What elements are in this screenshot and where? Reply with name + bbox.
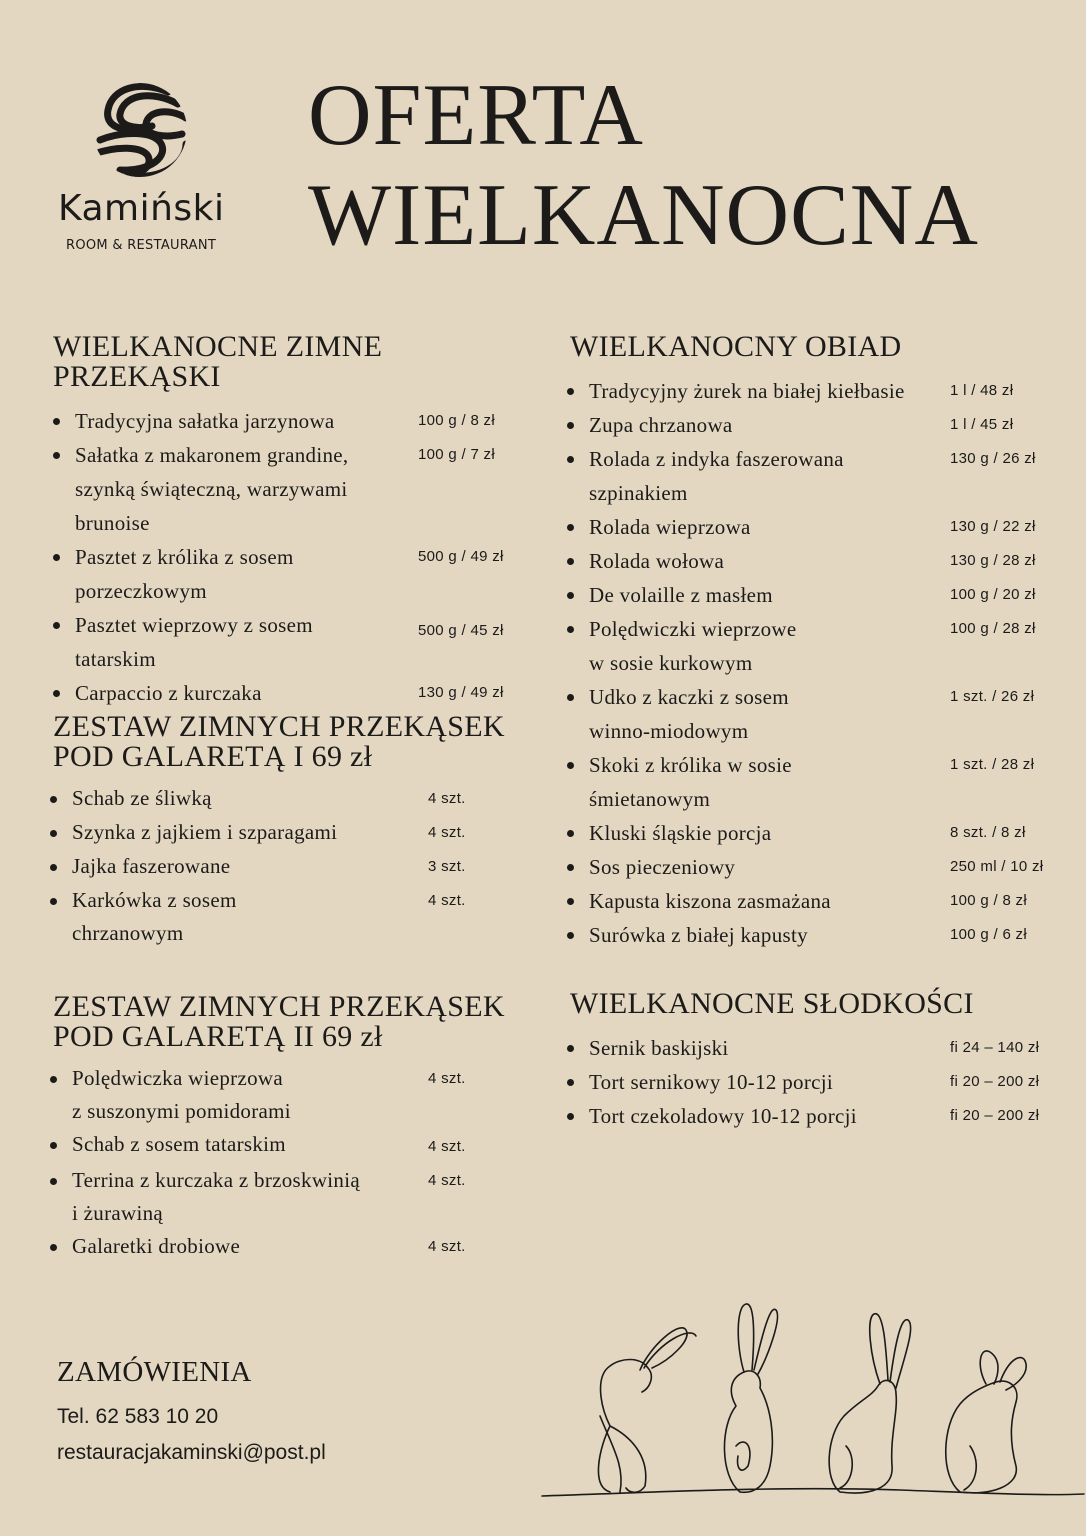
menu-item <box>72 1230 523 1264</box>
item-name: Pasztet wieprzowy z sosem tatarskim <box>75 613 313 671</box>
item-price: 4 szt. <box>428 790 466 807</box>
item-price: 3 szt. <box>428 858 466 875</box>
item-name: Sałatka z makaronem grandine, szynką świąteczną, warzywami brunoise <box>75 443 349 535</box>
brand-subtitle: ROOM & RESTAURANT <box>66 238 217 253</box>
brand-name: Kamiński <box>58 188 225 229</box>
item-name: Tort sernikowy 10-12 porcji <box>589 1070 834 1094</box>
menu-item <box>75 438 523 540</box>
menu-item <box>589 1099 1060 1133</box>
menu-item <box>589 612 1060 680</box>
menu-item <box>589 578 1060 612</box>
section-set-two <box>53 992 523 1264</box>
item-price: 4 szt. <box>428 1070 466 1087</box>
item-price: 100 g / 6 zł <box>950 926 1027 943</box>
section-sweets <box>570 989 1060 1133</box>
item-name: Galaretki drobiowe <box>72 1234 241 1258</box>
item-name: Polędwiczka wieprzowa z suszonymi pomidorami <box>72 1066 291 1123</box>
swirl-logo-icon <box>90 80 190 180</box>
menu-item <box>589 442 1060 510</box>
item-price: 4 szt. <box>428 1138 466 1155</box>
item-price: 4 szt. <box>428 1172 466 1189</box>
menu-list <box>75 404 523 710</box>
item-price: 250 ml / 10 zł <box>950 858 1044 875</box>
item-name: Rolada z indyka faszerowana szpinakiem <box>589 447 844 505</box>
menu-item <box>589 748 1060 816</box>
menu-item <box>72 1062 523 1128</box>
item-name: Skoki z królika w sosie śmietanowym <box>589 753 792 811</box>
menu-item <box>589 374 1060 408</box>
menu-item <box>75 404 523 438</box>
item-price: 500 g / 49 zł <box>418 548 504 565</box>
item-price: 130 g / 22 zł <box>950 518 1036 535</box>
item-name: Sernik baskijski <box>589 1036 729 1060</box>
menu-item <box>589 918 1060 952</box>
menu-item <box>72 816 523 850</box>
item-name: Udko z kaczki z sosem winno-miodowym <box>589 685 789 743</box>
menu-list <box>589 1031 1060 1133</box>
item-name: Kapusta kiszona zasmażana <box>589 889 831 913</box>
item-price: 4 szt. <box>428 892 466 909</box>
item-name: Rolada wołowa <box>589 549 725 573</box>
item-price: 4 szt. <box>428 824 466 841</box>
email-address[interactable]: restauracjakaminski@post.pl <box>57 1441 326 1464</box>
item-name: Pasztet z królika z sosem porzeczkowym <box>75 545 294 603</box>
item-name: Zupa chrzanowa <box>589 413 733 437</box>
item-price: fi 20 – 200 zł <box>950 1073 1040 1090</box>
menu-item <box>72 884 523 950</box>
section-heading: WIELKANOCNE ZIMNE PRZEKĄSKI <box>53 330 383 393</box>
item-name: Tort czekoladowy 10-12 porcji <box>589 1104 857 1128</box>
item-price: 100 g / 7 zł <box>418 446 495 463</box>
section-heading: WIELKANOCNY OBIAD <box>570 330 902 363</box>
section-cold-appetizers <box>53 332 523 710</box>
page-title: OFERTA WIELKANOCNA <box>308 67 979 264</box>
item-price: fi 20 – 200 zł <box>950 1107 1040 1124</box>
item-price: 8 szt. / 8 zł <box>950 824 1026 841</box>
section-dinner <box>570 332 1060 952</box>
menu-list <box>72 782 523 950</box>
item-name: Jajka faszerowane <box>72 854 231 878</box>
item-price: 1 szt. / 26 zł <box>950 688 1035 705</box>
bunnies-line-art-icon <box>540 1296 1086 1506</box>
orders-heading: ZAMÓWIENIA <box>57 1356 252 1388</box>
menu-list <box>72 1062 523 1264</box>
menu-item <box>589 1065 1060 1099</box>
item-price: 500 g / 45 zł <box>418 622 504 639</box>
item-price: 130 g / 49 zł <box>418 684 504 701</box>
item-name: De volaille z masłem <box>589 583 773 607</box>
item-price: 100 g / 28 zł <box>950 620 1036 637</box>
item-price: 130 g / 28 zł <box>950 552 1036 569</box>
section-set-one <box>53 712 523 950</box>
item-name: Terrina z kurczaka z brzoskwinią i żurawiną <box>72 1168 360 1225</box>
menu-list <box>589 374 1060 952</box>
item-name: Tradycyjna sałatka jarzynowa <box>75 409 335 433</box>
item-price: fi 24 – 140 zł <box>950 1039 1040 1056</box>
menu-item <box>589 816 1060 850</box>
menu-item <box>75 676 523 710</box>
menu-item <box>72 1164 523 1230</box>
item-price: 100 g / 20 zł <box>950 586 1036 603</box>
phone-number[interactable]: Tel. 62 583 10 20 <box>57 1405 219 1428</box>
section-heading: ZESTAW ZIMNYCH PRZEKĄSEK POD GALARETĄ I 69 zł <box>53 710 505 773</box>
item-name: Kluski śląskie porcja <box>589 821 772 845</box>
menu-item <box>589 680 1060 748</box>
item-name: Surówka z białej kapusty <box>589 923 808 947</box>
item-name: Rolada wieprzowa <box>589 515 751 539</box>
item-name: Polędwiczki wieprzowe w sosie kurkowym <box>589 617 797 675</box>
section-heading: ZESTAW ZIMNYCH PRZEKĄSEK POD GALARETĄ II 69 zł <box>53 990 505 1053</box>
menu-item <box>75 608 523 676</box>
item-name: Carpaccio z kurczaka <box>75 681 262 705</box>
item-name: Schab ze śliwką <box>72 786 212 810</box>
item-name: Schab z sosem tatarskim <box>72 1132 286 1156</box>
menu-item <box>72 850 523 884</box>
menu-item <box>72 1128 523 1164</box>
item-price: 1 l / 45 zł <box>950 416 1014 433</box>
menu-item <box>589 850 1060 884</box>
menu-item <box>72 782 523 816</box>
item-price: 100 g / 8 zł <box>950 892 1027 909</box>
item-price: 130 g / 26 zł <box>950 450 1036 467</box>
item-name: Tradycyjny żurek na białej kiełbasie <box>589 379 905 403</box>
menu-item <box>589 884 1060 918</box>
menu-item <box>75 540 523 608</box>
item-name: Szynka z jajkiem i szparagami <box>72 820 338 844</box>
item-price: 100 g / 8 zł <box>418 412 495 429</box>
item-price: 1 l / 48 zł <box>950 382 1014 399</box>
item-name: Karkówka z sosem chrzanowym <box>72 888 237 945</box>
orders-block <box>57 1356 326 1471</box>
menu-item <box>589 510 1060 544</box>
item-price: 4 szt. <box>428 1238 466 1255</box>
menu-item <box>589 408 1060 442</box>
item-price: 1 szt. / 28 zł <box>950 756 1035 773</box>
item-name: Sos pieczeniowy <box>589 855 736 879</box>
menu-item <box>589 1031 1060 1065</box>
section-heading: WIELKANOCNE SŁODKOŚCI <box>570 987 974 1020</box>
menu-item <box>589 544 1060 578</box>
